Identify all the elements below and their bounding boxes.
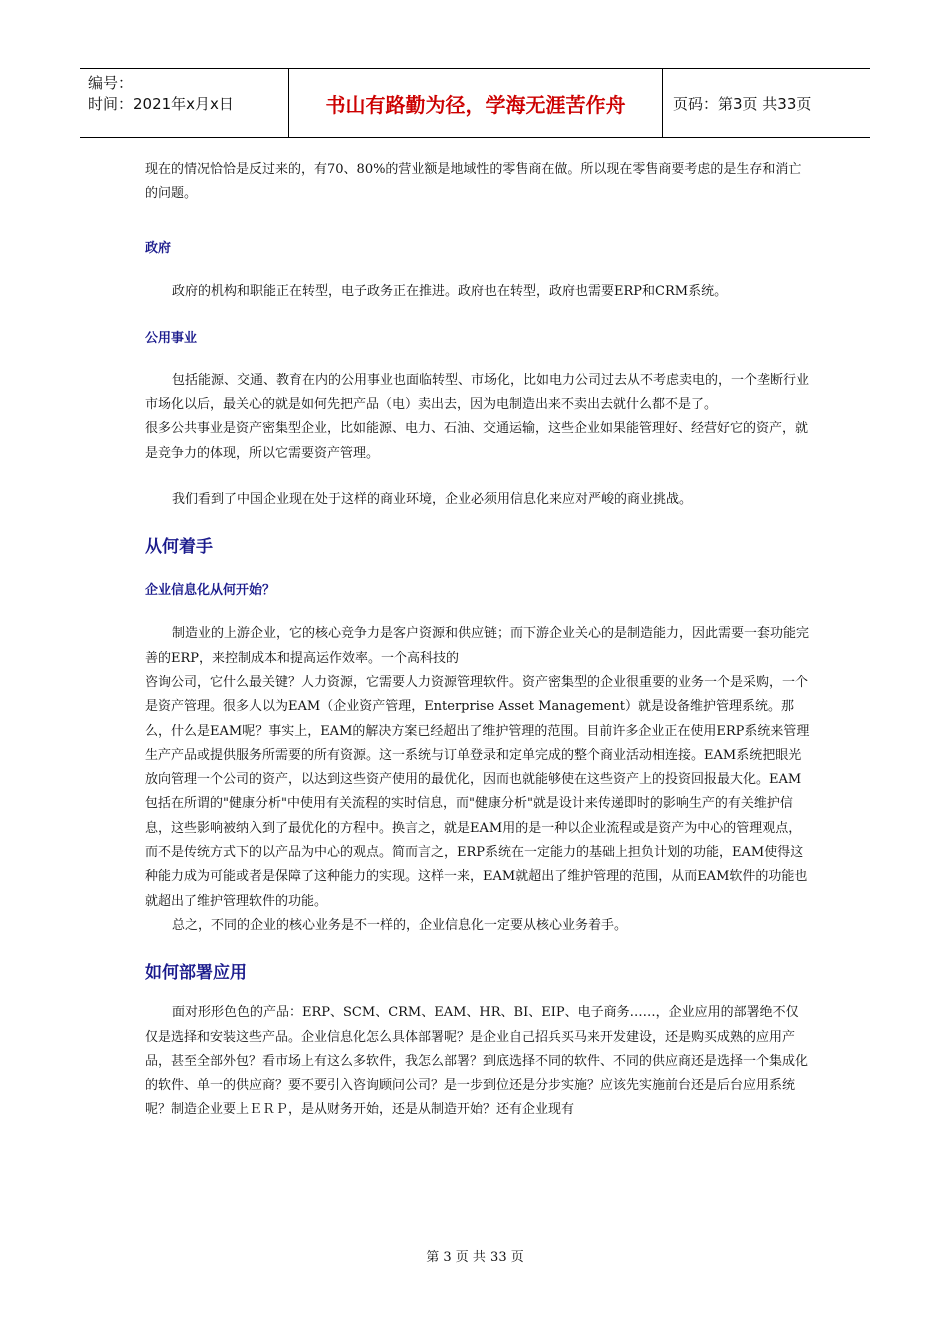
header-page-code: 页码：第3页 共33页 bbox=[673, 94, 812, 113]
document-body bbox=[145, 158, 810, 1123]
paragraph-start-1a: 制造业的上游企业，它的核心竞争力是客户资源和供应链；而下游企业关心的是制造能力，因此需要一套功能完善的ERP，来控制成本和提高运作效率。一个高科技的 bbox=[145, 626, 810, 666]
heading-government: 政府 bbox=[145, 240, 172, 256]
page-header bbox=[80, 68, 870, 138]
header-motto: 书山有路勤为径，学海无涯苦作舟 bbox=[289, 69, 663, 137]
header-date: 时间：2021年x月x日 bbox=[88, 95, 234, 113]
paragraph-start-1b: 咨询公司，它什么最关键？人力资源，它需要人力资源管理软件。资产密集型的企业很重要的业务一个是采购，一个是资产管理。很多人以为EAM（企业资产管理，Enterprise Asset Management）就是设备维护管理系统。那么，什么是EAM呢？事实上，EAM的解决方案已经超出了维护管理的范围。目前许多企业正在使用ERP系统来管理生产产品或提供服务所需要的所有资源。这一系统与订单登录和定单完成的整个商业活动相连接。EAM系统把眼光放向管理一个公司的资产，以达到这些资产使用的最优化，因而也就能够使在这些资产上的投资回报最大化。EAM包括在所谓的"健康分析"中使用有关流程的实时信息，而"健康分析"就是设计来传递即时的影响生产的有关维护信息，这些影响被纳入到了最优化的方程中。换言之，就是EAM用的是一种以企业流程或是资产为中心的管理观点，而不是传统方式下的以产品为中心的观点。简而言之，ERP系统在一定能力的基础上担负计划的功能，EAM使得这种能力成为可能或者是保障了这种能力的实现。这样一来，EAM就超出了维护管理的范围，从而EAM软件的功能也就超出了维护管理软件的功能。 bbox=[145, 674, 810, 909]
heading-how-to-deploy: 如何部署应用 bbox=[145, 963, 247, 984]
paragraph-start-2: 总之，不同的企业的核心业务是不一样的，企业信息化一定要从核心业务着手。 bbox=[172, 917, 628, 933]
paragraph-deploy: 面对形形色色的产品：ERP、SCM、CRM、EAM、HR、BI、EIP、电子商务……，企业应用的部署绝不仅仅是选择和安装这些产品。企业信息化怎么具体部署呢？是企业自己招兵买马来开发建设，还是购买成熟的应用产品，甚至全部外包？看市场上有这么多软件，我怎么部署？到底选择不同的软件、不同的供应商还是选择一个集成化的软件、单一的供应商？要不要引入咨询顾问公司？是一步到位还是分步实施？应该先实施前台还是后台应用系统呢？制造企业要上ＥＲＰ，是从财务开始，还是从制造开始？还有企业现有 bbox=[145, 1005, 809, 1118]
subheading-where-to-start: 企业信息化从何开始？ bbox=[145, 583, 276, 599]
paragraph-public-1: 包括能源、交通、教育在内的公用事业也面临转型、市场化，比如电力公司过去从不考虑卖电的，一个垄断行业市场化以后，最关心的就是如何先把产品（电）卖出去，因为电制造出来不卖出去就什么都不是了。 bbox=[145, 372, 810, 413]
header-meta bbox=[80, 69, 289, 137]
header-number: 编号： bbox=[88, 74, 134, 92]
heading-public-utilities: 公用事业 bbox=[145, 330, 198, 346]
paragraph-public-3: 我们看到了中国企业现在处于这样的商业环境，企业必须用信息化来应对严峻的商业挑战。 bbox=[172, 492, 693, 508]
paragraph-public-2: 很多公共事业是资产密集型企业，比如能源、电力、石油、交通运输，这些企业如果能管理好、经营好它的资产，就是竞争力的体现，所以它需要资产管理。 bbox=[145, 421, 809, 461]
heading-where-to-start: 从何着手 bbox=[145, 537, 213, 558]
paragraph-government: 政府的机构和职能正在转型，电子政务正在推进。政府也在转型，政府也需要ERP和CRM系统。 bbox=[172, 283, 728, 299]
page-footer: 第 3 页 共 33 页 bbox=[426, 1250, 524, 1265]
paragraph-intro: 现在的情况恰恰是反过来的，有70、80%的营业额是地域性的零售商在做。所以现在零售商要考虑的是生存和消亡的问题。 bbox=[145, 162, 802, 202]
